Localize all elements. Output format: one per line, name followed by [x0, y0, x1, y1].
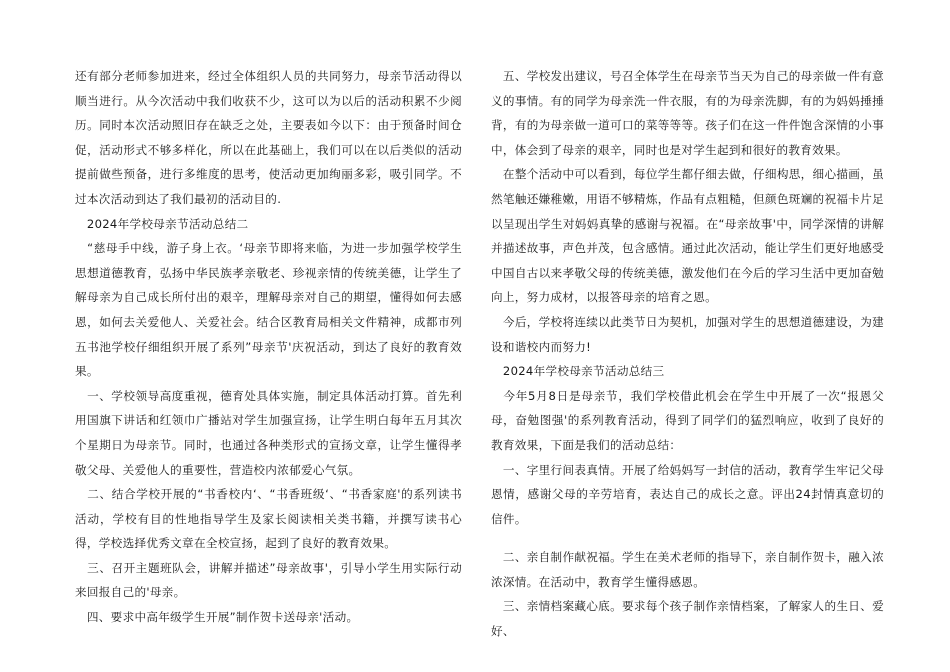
paragraph: 今后，学校将连续以此类节日为契机，加强对学生的思想道德建设，为建设和谐校内而努力!: [491, 314, 884, 354]
paragraph: 二、结合学校开展的“书香校内‘、“书香班级‘、“书香家庭'的系列读书活动，学校有目的性地指导学生及家长阅读相关类书籍，并撰写读书心得，学校选择优秀文章在全校宣扬，起到了良好的教育效果。: [75, 487, 462, 551]
right-column: [491, 64, 884, 644]
paragraph: 还有部分老师参加进来，经过全体组织人员的共同努力，母亲节活动得以顺当进行。从今次活动中我们收获不少，这可以为以后的活动积累不少阅历。同时本次活动照旧存在缺乏之处，主要表如今以下：由于预备时间仓促，活动形式不够多样化，所以在此基础上，我们可以在以后类似的活动提前做些预备，进行多维度的思考，使活动更加绚丽多彩，吸引同学。不过本次活动到达了我们最初的活动目的.: [75, 69, 462, 206]
paragraph: 五、学校发出建议，号召全体学生在母亲节当天为自己的母亲做一件有意义的事情。有的同学为母亲洗一件衣服，有的为母亲洗脚，有的为妈妈捶捶背，有的为母亲做一道可口的菜等等等。孩子们在这一件件饱含深情的小事中，体会到了母亲的艰辛，同时也是对学生起到和很好的教育效果。: [491, 69, 884, 157]
section-heading: 2024年学校母亲节活动总结三: [491, 364, 665, 379]
paragraph: 一、学校领导高度重视，德育处具体实施，制定具体活动打算。首先利用国旗下讲话和红领巾广播站对学生加强宣扬，让学生明白每年五月其次个星期日为母亲节。同时，也通过各种类形式的宣扬文章，让学生懂得孝敬父母、关爱他人的重要性，营造校内浓郁爱心气氛。: [75, 388, 462, 477]
paragraph: 今年5月8日是母亲节，我们学校借此机会在学生中开展了一次“报恩父母，奋勉图强'的系列教育活动，得到了同学们的猛烈响应，收到了良好的教育效果，下面是我们的活动总结：: [491, 388, 884, 452]
paragraph: 三、亲情档案藏心底。要求每个孩子制作亲情档案，了解家人的生日、爱好、: [491, 599, 884, 639]
paragraph: 二、亲自制作献祝福。学生在美术老师的指导下，亲自制作贺卡，融入浓浓深情。在活动中，教育学生懂得感恩。: [491, 550, 884, 589]
paragraph: 一、字里行间表真情。开展了给妈妈写一封信的活动，教育学生牢记父母恩情，感谢父母的辛劳培育，表达自己的成长之意。评出24封情真意切的信件。: [491, 462, 884, 526]
left-column: [75, 64, 462, 630]
paragraph: 四、要求中高年级学生开展”制作贺卡送母亲'活动。: [75, 610, 359, 625]
paragraph: 在整个活动中可以看到，每位学生都仔细去做，仔细构思，细心描画，虽然笔触还嫌稚嫩，用语不够精炼，作品有点粗糙，但颜色斑斓的祝福卡片足以呈现出学生对妈妈真挚的感谢与祝福。在“母亲故事'中，同学深情的讲解并描述故事，声色并茂，包含感情。通过此次活动，能让学生们更好地感受中国自古以来孝敬父母的传统美德，激发他们在今后的学习生活中更加奋勉向上，努力成材，以报答母亲的培育之恩。: [491, 167, 884, 305]
paragraph: 三、召开主题班队会，讲解并描述”母亲故事'，引导小学生用实际行动来回报自己的'母亲。: [75, 560, 462, 600]
paragraph: “慈母手中线，游子身上衣。‘母亲节即将来临，为进一步加强学校学生思想道德教育，弘扬中华民族孝亲敬老、珍视亲情的传统美德，让学生了解母亲为自己成长所付出的艰辛，理解母亲对自己的期望，懂得如何去感恩，如何去关爱他人、关爱社会。结合区教育局相关文件精神，成都市列五书池学校仔细组织开展了系列”母亲节'庆祝活动，到达了良好的教育效果。: [75, 241, 462, 379]
section-heading: 2024年学校母亲节活动总结二: [75, 216, 249, 231]
